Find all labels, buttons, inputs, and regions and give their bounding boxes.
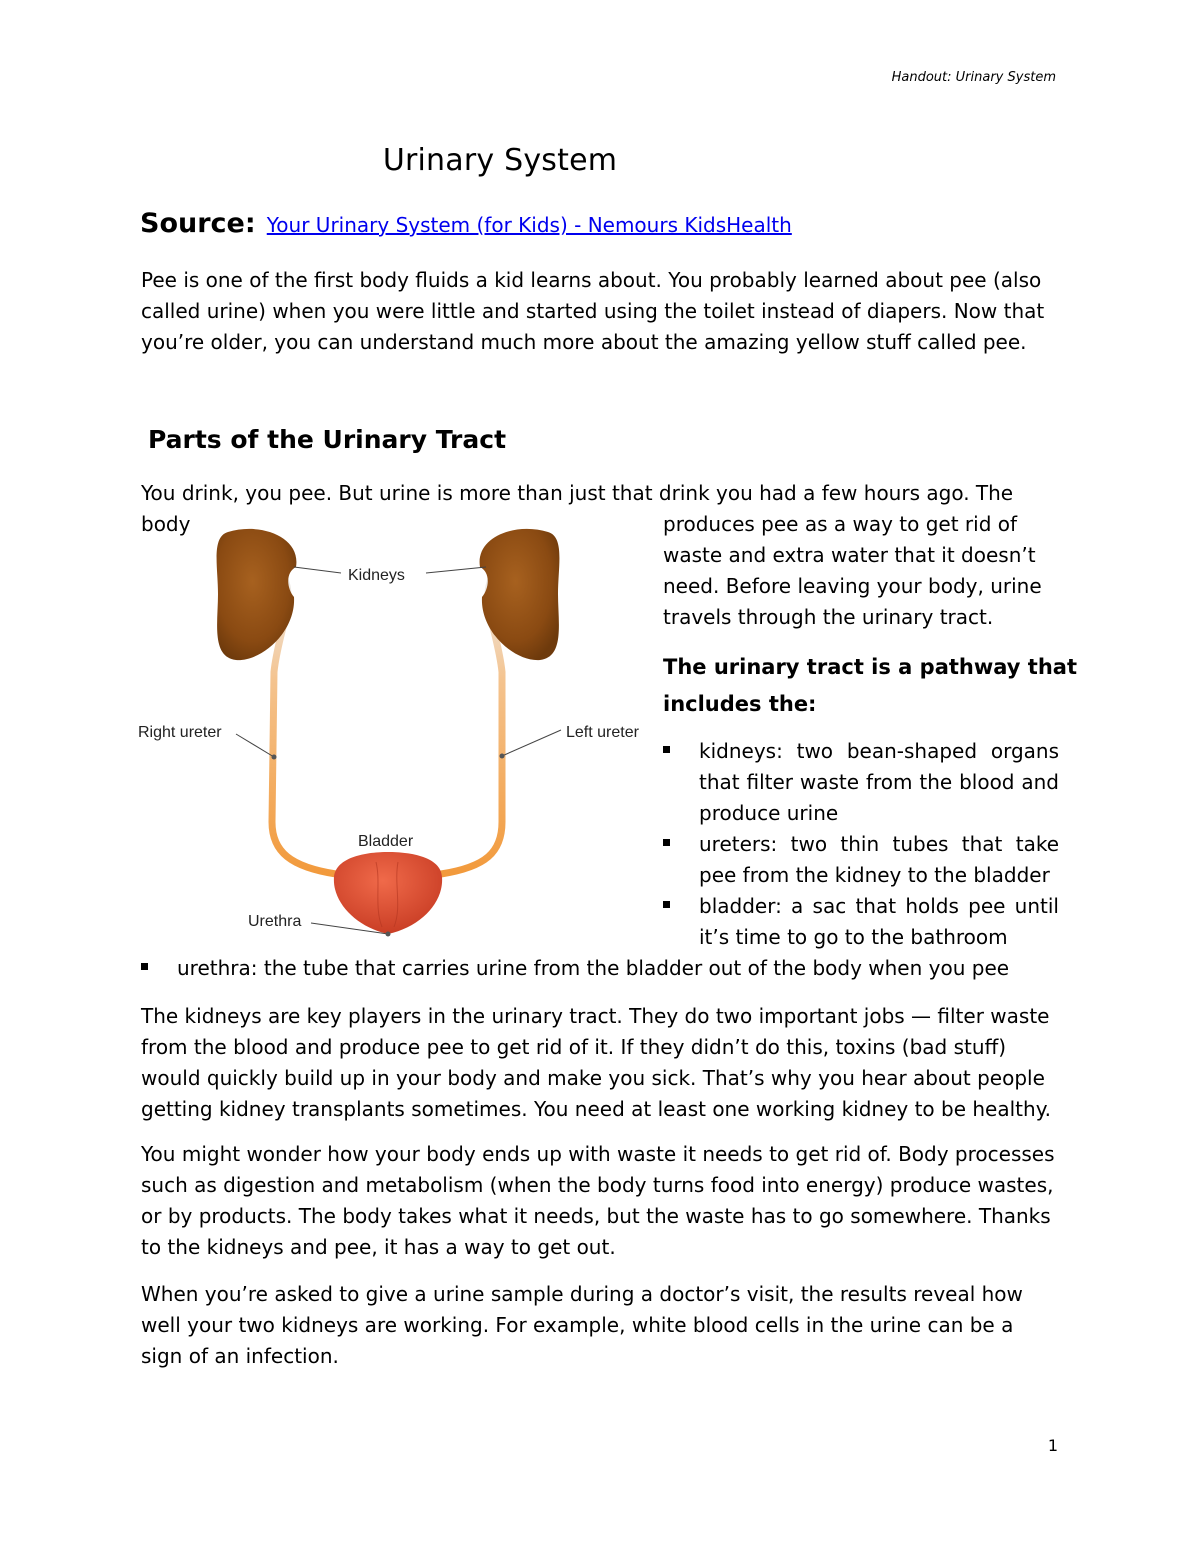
paragraph-waste: You might wonder how your body ends up with waste it needs to get rid of. Body processes such as digestion and metabolism (when the body turns food into energy) produce wastes, or by products. The body takes what it needs, but the waste has to go somewhere. Thanks to the kidneys and pee, it has a way to get out. <box>141 1142 1055 1259</box>
paragraph-urine-sample: When you’re asked to give a urine sample during a doctor’s visit, the results reveal how well your two kidneys are working. For example, white blood cells in the urine can be a sign of an infection. <box>141 1282 1023 1368</box>
list-item: bladder: a sac that holds pee until it’s time to go to the bathroom <box>663 891 1059 953</box>
page-title: Urinary System <box>382 143 618 178</box>
section-heading: Parts of the Urinary Tract <box>148 425 507 454</box>
list-item: kidneys: two bean-shaped organs that filter waste from the blood and produce urine <box>663 736 1059 829</box>
intro-paragraph: Pee is one of the first body fluids a kid learns about. You probably learned about pee (also called urine) when you were little and started using the toilet instead of diapers. Now that you’re older, you can understand much more about the amazing yellow stuff called pee. <box>141 268 1045 354</box>
running-header: Handout: Urinary System <box>891 70 1056 85</box>
source-label: Source: <box>140 208 256 239</box>
bullet-icon <box>141 963 148 970</box>
bullet-icon <box>663 746 670 753</box>
pathway-heading: The urinary tract is a pathway that includes the: <box>663 655 1077 716</box>
source-line <box>140 208 792 239</box>
bullet-icon <box>663 839 670 846</box>
urinary-tract-diagram <box>136 522 651 942</box>
urethra-list <box>141 953 1061 984</box>
source-link[interactable]: Your Urinary System (for Kids) - Nemours KidsHealth <box>266 213 792 237</box>
diagram-label-right-ureter: Right ureter <box>138 724 222 741</box>
bladder-shape <box>334 852 442 934</box>
diagram-label-kidneys: Kidneys <box>348 567 405 584</box>
left-kidney <box>480 529 560 660</box>
diagram-label-bladder: Bladder <box>358 833 414 850</box>
page-number: 1 <box>1047 1436 1058 1455</box>
drink-continuation: produces pee as a way to get rid of waste and extra water that it doesn’t need. Before leaving your body, urine travels through the urinary tract. <box>663 512 1042 629</box>
list-item: urethra: the tube that carries urine from the bladder out of the body when you pee <box>141 953 1061 984</box>
drink-line: You drink, you pee. But urine is more than just that drink you had a few hours ago. The body <box>141 481 1014 536</box>
paragraph-kidneys: The kidneys are key players in the urinary tract. They do two important jobs — filter waste from the blood and produce pee to get rid of it. If they didn’t do this, toxins (bad stuff) would quickly build up in your body and make you sick. That’s why you hear about people getting kidney transplants sometimes. You need at least one working kidney to be healthy. <box>141 1004 1052 1121</box>
bullet-icon <box>663 901 670 908</box>
list-item: ureters: two thin tubes that take pee from the kidney to the bladder <box>663 829 1059 891</box>
diagram-label-left-ureter: Left ureter <box>566 724 639 741</box>
diagram-label-urethra: Urethra <box>248 913 302 930</box>
urinary-parts-list <box>663 736 1059 953</box>
right-kidney <box>217 529 297 660</box>
